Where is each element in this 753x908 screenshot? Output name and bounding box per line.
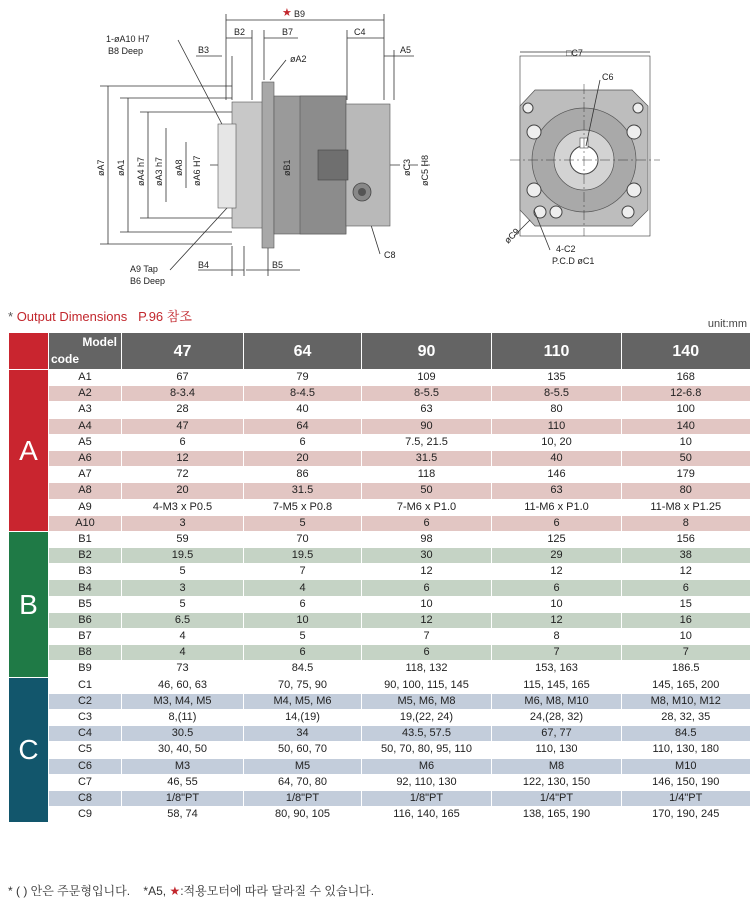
- cell-value: 5: [122, 564, 244, 580]
- cell-value: 4: [122, 629, 244, 645]
- cell-value: 67: [122, 370, 244, 386]
- table-row: [9, 499, 750, 515]
- cell-value: 59: [122, 531, 244, 547]
- table-row: [9, 596, 750, 612]
- row-code: C3: [49, 709, 122, 725]
- cell-value: 110, 130: [492, 742, 622, 758]
- row-code: A9: [49, 499, 122, 515]
- cell-value: 86: [244, 467, 362, 483]
- cell-value: M6: [362, 758, 492, 774]
- cell-value: 47: [122, 418, 244, 434]
- cell-value: 5: [122, 596, 244, 612]
- cell-value: M6, M8, M10: [492, 693, 622, 709]
- label-c9: øC9: [502, 226, 522, 246]
- cell-value: 138, 165, 190: [492, 807, 622, 823]
- cell-value: 31.5: [362, 450, 492, 466]
- table-row: [9, 661, 750, 677]
- label-b5: B5: [272, 260, 284, 270]
- cell-value: 14,(19): [244, 709, 362, 725]
- table-row: [9, 693, 750, 709]
- cell-value: 80: [622, 483, 750, 499]
- cell-value: 170, 190, 245: [622, 807, 750, 823]
- cell-value: M8: [492, 758, 622, 774]
- cell-value: 100: [622, 402, 750, 418]
- label-b4: B4: [198, 260, 210, 270]
- label-a5: A5: [400, 45, 412, 55]
- label-a7: øA7: [96, 159, 106, 176]
- cell-value: 115, 145, 165: [492, 677, 622, 693]
- cell-value: 1/4"PT: [622, 790, 750, 806]
- cell-value: 19.5: [122, 548, 244, 564]
- row-code: C1: [49, 677, 122, 693]
- table-row: [9, 677, 750, 693]
- cell-value: 12: [122, 450, 244, 466]
- cell-value: 46, 60, 63: [122, 677, 244, 693]
- row-code: A3: [49, 402, 122, 418]
- cell-value: 118, 132: [362, 661, 492, 677]
- cell-value: 12: [492, 612, 622, 628]
- cell-value: 11-M6 x P1.0: [492, 499, 622, 515]
- table-row: [9, 483, 750, 499]
- table-row: [9, 467, 750, 483]
- label-b8: B8 Deep: [108, 46, 144, 56]
- cell-value: 10: [622, 629, 750, 645]
- cell-value: 4: [122, 645, 244, 661]
- cell-value: 135: [492, 370, 622, 386]
- table-row: [9, 515, 750, 531]
- cell-value: 6: [362, 515, 492, 531]
- technical-drawing: [0, 0, 753, 300]
- label-c1: P.C.D øC1: [552, 256, 595, 266]
- cell-value: 1/4"PT: [492, 790, 622, 806]
- cell-value: 4: [244, 580, 362, 596]
- cell-value: 70, 75, 90: [244, 677, 362, 693]
- header-code: code: [51, 352, 80, 366]
- cell-value: 7: [362, 629, 492, 645]
- cell-value: 10: [622, 434, 750, 450]
- cell-value: 109: [362, 370, 492, 386]
- label-b6: B6 Deep: [130, 276, 166, 286]
- cell-value: 10, 20: [492, 434, 622, 450]
- table-row: [9, 402, 750, 418]
- row-code: C2: [49, 693, 122, 709]
- cell-value: 146, 150, 190: [622, 774, 750, 790]
- table-row: [9, 370, 750, 386]
- table-row: [9, 612, 750, 628]
- table-row: [9, 580, 750, 596]
- cell-value: 43.5, 57.5: [362, 726, 492, 742]
- row-code: A6: [49, 450, 122, 466]
- group-label: A: [9, 370, 49, 532]
- cell-value: 156: [622, 531, 750, 547]
- cell-value: 1/8"PT: [362, 790, 492, 806]
- cell-value: 6: [244, 596, 362, 612]
- row-code: C7: [49, 774, 122, 790]
- table-row: [9, 548, 750, 564]
- label-a4: øA4 h7: [136, 156, 146, 186]
- header-size: 47: [122, 333, 244, 370]
- cell-value: 6: [622, 580, 750, 596]
- cell-value: 19,(22, 24): [362, 709, 492, 725]
- row-code: C9: [49, 807, 122, 823]
- cell-value: 168: [622, 370, 750, 386]
- cell-value: 29: [492, 548, 622, 564]
- label-a10: 1-øA10 H7: [106, 34, 150, 44]
- cell-value: 153, 163: [492, 661, 622, 677]
- row-code: A10: [49, 515, 122, 531]
- cell-value: 15: [622, 596, 750, 612]
- cell-value: 110, 130, 180: [622, 742, 750, 758]
- table-row: [9, 709, 750, 725]
- row-code: B3: [49, 564, 122, 580]
- label-b1: øB1: [282, 159, 292, 176]
- table-row: [9, 645, 750, 661]
- cell-value: 116, 140, 165: [362, 807, 492, 823]
- cell-value: 6.5: [122, 612, 244, 628]
- cell-value: 4-M3 x P0.5: [122, 499, 244, 515]
- label-a2: øA2: [290, 54, 307, 64]
- cell-value: 20: [244, 450, 362, 466]
- cell-value: 16: [622, 612, 750, 628]
- cell-value: 5: [244, 629, 362, 645]
- table-row: [9, 564, 750, 580]
- cell-value: 10: [244, 612, 362, 628]
- label-b3: B3: [198, 45, 210, 55]
- row-code: C5: [49, 742, 122, 758]
- table-row: [9, 807, 750, 823]
- table-row: [9, 774, 750, 790]
- cell-value: 12: [622, 564, 750, 580]
- cell-value: 7: [244, 564, 362, 580]
- label-c4: C4: [354, 27, 366, 37]
- cell-value: 3: [122, 580, 244, 596]
- footnote-motor: :적용모터에 따라 달라질 수 있습니다.: [180, 884, 375, 898]
- cell-value: 19.5: [244, 548, 362, 564]
- row-code: B9: [49, 661, 122, 677]
- label-a1: øA1: [116, 159, 126, 176]
- heading-star: *: [8, 309, 14, 324]
- heading-title: Output Dimensions: [16, 309, 128, 324]
- label-c8: C8: [384, 250, 396, 260]
- cell-value: 7-M6 x P1.0: [362, 499, 492, 515]
- row-code: B8: [49, 645, 122, 661]
- group-label: C: [9, 677, 49, 823]
- table-row: [9, 418, 750, 434]
- table-row: [9, 629, 750, 645]
- cell-value: 1/8"PT: [244, 790, 362, 806]
- cell-value: 8: [492, 629, 622, 645]
- cell-value: 186.5: [622, 661, 750, 677]
- cell-value: 80: [492, 402, 622, 418]
- cell-value: 125: [492, 531, 622, 547]
- cell-value: 50: [362, 483, 492, 499]
- label-c5: øC5 H8: [420, 154, 430, 186]
- row-code: C6: [49, 758, 122, 774]
- row-code: B6: [49, 612, 122, 628]
- cell-value: 8: [622, 515, 750, 531]
- cell-value: 73: [122, 661, 244, 677]
- cell-value: 7.5, 21.5: [362, 434, 492, 450]
- cell-value: 30.5: [122, 726, 244, 742]
- cell-value: 7: [492, 645, 622, 661]
- cell-value: 122, 130, 150: [492, 774, 622, 790]
- label-c6: C6: [602, 72, 614, 82]
- cell-value: 7: [622, 645, 750, 661]
- cell-value: 110: [492, 418, 622, 434]
- cell-value: 50: [622, 450, 750, 466]
- cell-value: 30: [362, 548, 492, 564]
- cell-value: 24,(28, 32): [492, 709, 622, 725]
- cell-value: 84.5: [622, 726, 750, 742]
- cell-value: 63: [362, 402, 492, 418]
- cell-value: 50, 60, 70: [244, 742, 362, 758]
- cell-value: 20: [122, 483, 244, 499]
- label-b2: B2: [234, 27, 246, 37]
- cell-value: 3: [122, 515, 244, 531]
- cell-value: 118: [362, 467, 492, 483]
- cell-value: 11-M8 x P1.25: [622, 499, 750, 515]
- table-row: [9, 450, 750, 466]
- cell-value: 12: [362, 612, 492, 628]
- cell-value: 6: [122, 434, 244, 450]
- cell-value: M5: [244, 758, 362, 774]
- cell-value: M3, M4, M5: [122, 693, 244, 709]
- cell-value: 64: [244, 418, 362, 434]
- label-a9: A9 Tap: [130, 264, 158, 274]
- cell-value: 7-M5 x P0.8: [244, 499, 362, 515]
- cell-value: 80, 90, 105: [244, 807, 362, 823]
- cell-value: 30, 40, 50: [122, 742, 244, 758]
- cell-value: 92, 110, 130: [362, 774, 492, 790]
- header-size: 140: [622, 333, 750, 370]
- row-code: B5: [49, 596, 122, 612]
- cell-value: 6: [362, 645, 492, 661]
- table-body: [9, 370, 750, 823]
- label-c7: □C7: [566, 48, 583, 58]
- heading-ref: P.96 참조: [138, 309, 192, 324]
- row-code: A2: [49, 386, 122, 402]
- footnote-custom: * ( ) 안은 주문형입니다.: [8, 884, 131, 898]
- row-code: B4: [49, 580, 122, 596]
- row-code: A1: [49, 370, 122, 386]
- cell-value: 50, 70, 80, 95, 110: [362, 742, 492, 758]
- cell-value: 28, 32, 35: [622, 709, 750, 725]
- row-code: B1: [49, 531, 122, 547]
- cell-value: 1/8"PT: [122, 790, 244, 806]
- cell-value: 34: [244, 726, 362, 742]
- cell-value: 140: [622, 418, 750, 434]
- label-c2: 4-C2: [556, 244, 576, 254]
- footnote-star: ★: [169, 884, 181, 898]
- table-row: [9, 758, 750, 774]
- cell-value: 6: [244, 434, 362, 450]
- cell-value: 67, 77: [492, 726, 622, 742]
- cell-value: 28: [122, 402, 244, 418]
- header-size: 90: [362, 333, 492, 370]
- table-row: [9, 742, 750, 758]
- cell-value: 72: [122, 467, 244, 483]
- header-size: 110: [492, 333, 622, 370]
- header-corner: [49, 333, 122, 370]
- label-a3: øA3 h7: [154, 156, 164, 186]
- table-row: [9, 726, 750, 742]
- cell-value: 38: [622, 548, 750, 564]
- footnote: [8, 882, 374, 899]
- cell-value: 58, 74: [122, 807, 244, 823]
- table-row: [9, 434, 750, 450]
- table-row: [9, 531, 750, 547]
- unit-label: unit:mm: [707, 318, 747, 330]
- row-code: C8: [49, 790, 122, 806]
- cell-value: 12: [362, 564, 492, 580]
- label-b9: B9: [294, 9, 306, 19]
- cell-value: 46, 55: [122, 774, 244, 790]
- cell-value: M10: [622, 758, 750, 774]
- cell-value: M5, M6, M8: [362, 693, 492, 709]
- cell-value: 179: [622, 467, 750, 483]
- cell-value: 6: [492, 515, 622, 531]
- cell-value: 79: [244, 370, 362, 386]
- star-mark: ★: [282, 7, 292, 19]
- cell-value: 6: [492, 580, 622, 596]
- cell-value: 70: [244, 531, 362, 547]
- cell-value: 64, 70, 80: [244, 774, 362, 790]
- row-code: A5: [49, 434, 122, 450]
- row-code: B7: [49, 629, 122, 645]
- cell-value: M8, M10, M12: [622, 693, 750, 709]
- cell-value: 12-6.8: [622, 386, 750, 402]
- row-code: A7: [49, 467, 122, 483]
- cell-value: 63: [492, 483, 622, 499]
- cell-value: 10: [362, 596, 492, 612]
- footnote-a5: *A5,: [143, 884, 170, 898]
- cell-value: 84.5: [244, 661, 362, 677]
- cell-value: 146: [492, 467, 622, 483]
- cell-value: M3: [122, 758, 244, 774]
- table-row: [9, 790, 750, 806]
- cell-value: 145, 165, 200: [622, 677, 750, 693]
- dimensions-table: [8, 333, 750, 823]
- cell-value: 98: [362, 531, 492, 547]
- cell-value: 40: [244, 402, 362, 418]
- row-code: B2: [49, 548, 122, 564]
- group-label: B: [9, 531, 49, 677]
- cell-value: 6: [244, 645, 362, 661]
- cell-value: 40: [492, 450, 622, 466]
- cell-value: 8-4.5: [244, 386, 362, 402]
- cell-value: 8-3.4: [122, 386, 244, 402]
- row-code: A4: [49, 418, 122, 434]
- cell-value: 8-5.5: [362, 386, 492, 402]
- label-a8: øA8: [174, 159, 184, 176]
- cell-value: 10: [492, 596, 622, 612]
- cell-value: 90: [362, 418, 492, 434]
- cell-value: 8,(11): [122, 709, 244, 725]
- header-size: 64: [244, 333, 362, 370]
- label-b7: B7: [282, 27, 294, 37]
- table-row: [9, 386, 750, 402]
- row-code: C4: [49, 726, 122, 742]
- section-heading: [8, 306, 192, 325]
- label-a6: øA6 H7: [192, 155, 202, 186]
- cell-value: 8-5.5: [492, 386, 622, 402]
- row-code: A8: [49, 483, 122, 499]
- cell-value: 90, 100, 115, 145: [362, 677, 492, 693]
- header-model: Model: [82, 335, 117, 349]
- cell-value: 6: [362, 580, 492, 596]
- cell-value: 12: [492, 564, 622, 580]
- table-header: [9, 333, 750, 370]
- cell-value: 5: [244, 515, 362, 531]
- cell-value: 31.5: [244, 483, 362, 499]
- label-c3: øC3: [402, 158, 412, 176]
- cell-value: M4, M5, M6: [244, 693, 362, 709]
